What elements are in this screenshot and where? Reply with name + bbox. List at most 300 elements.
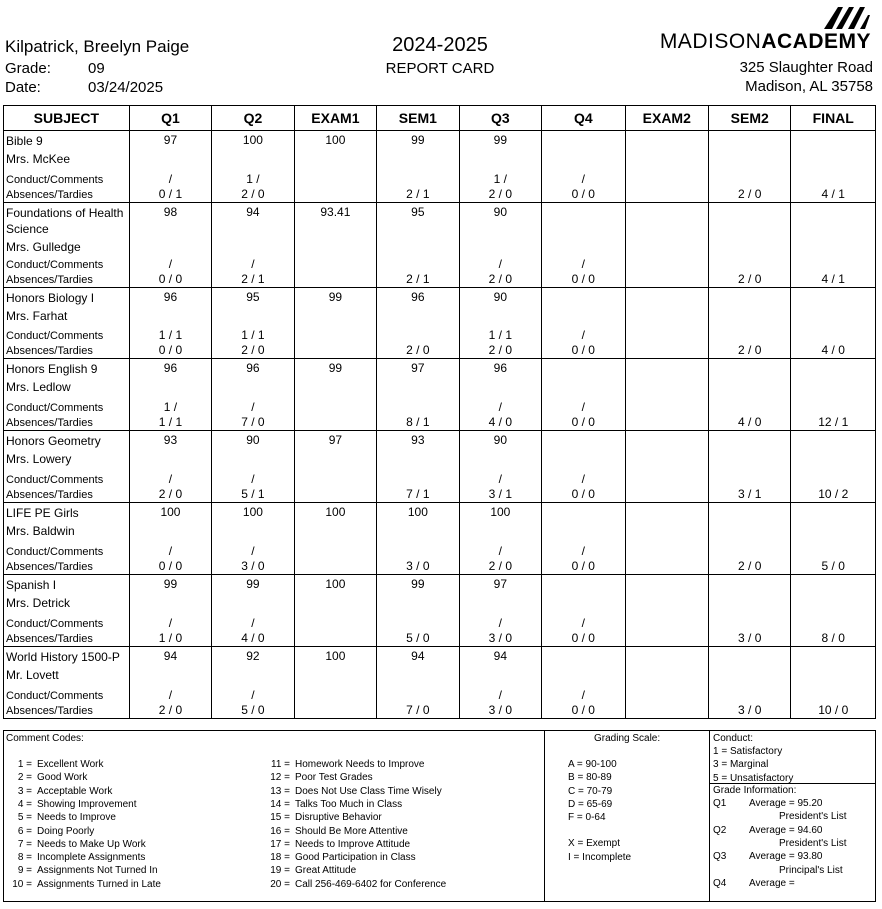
grade-cell: [542, 203, 625, 288]
attendance-value: 3 / 1: [738, 487, 762, 501]
subject-row: [4, 288, 876, 359]
grade-cell: [709, 503, 791, 575]
comment-code-number: 12 =: [270, 772, 290, 784]
teacher-name: Mr. Lovett: [6, 668, 59, 682]
attendance-value: 0 / 0: [571, 415, 595, 429]
grade-value: [709, 131, 790, 133]
grade-cell: [459, 288, 541, 359]
grade-value: [791, 503, 875, 505]
conduct-value: 1 / 1: [488, 328, 512, 342]
comment-code-item: [4, 759, 104, 770]
grade-value: 100: [407, 505, 428, 519]
table-header-row: [4, 106, 876, 131]
comment-code-item: [262, 879, 446, 890]
subject-name: Foundations of Health Science: [6, 206, 124, 236]
grade-info-average: Average = 93.80: [749, 851, 823, 863]
grade-value: 97: [328, 433, 343, 447]
grade-cell: [459, 575, 541, 647]
attendance-value: 2 / 0: [738, 343, 762, 357]
attendance-value: 2 / 0: [738, 272, 762, 286]
conduct-value: /: [581, 172, 585, 186]
attendance-value: 0 / 0: [571, 272, 595, 286]
subject-cell: [4, 288, 130, 359]
grade-value: 90: [246, 433, 260, 447]
absences-tardies-label: Absences/Tardies: [6, 274, 93, 286]
comment-code-text: Incomplete Assignments: [37, 852, 146, 864]
grade-value: 95: [246, 290, 260, 304]
conduct-value: 1 / 1: [158, 328, 183, 342]
grade-value: 99: [328, 290, 343, 304]
grade-value: 99: [328, 361, 343, 375]
conduct-value: /: [581, 688, 585, 702]
subject-row: [4, 503, 876, 575]
conduct-value: 1 /: [493, 172, 507, 186]
comment-code-text: Talks Too Much in Class: [295, 798, 403, 810]
grade-cell: [294, 647, 376, 719]
conduct-value: 1 /: [246, 172, 260, 186]
grade-info-average: Average = 94.60: [749, 824, 823, 836]
conduct-value: /: [581, 400, 585, 414]
conduct-value: /: [168, 544, 173, 558]
grade-value: 94: [411, 649, 425, 663]
grade-value: 100: [325, 505, 346, 519]
comment-code-number: 10 =: [12, 878, 32, 890]
comment-code-text: Excellent Work: [37, 759, 104, 770]
attendance-value: 0 / 0: [571, 487, 595, 501]
conduct-value: /: [251, 400, 255, 414]
grade-info-quarter: Q4: [713, 877, 727, 889]
grading-scale-item: F = 0-64: [568, 812, 606, 824]
grade-info-title: Grade Information:: [713, 785, 797, 796]
grade-cell: [377, 359, 459, 431]
attendance-value: 2 / 0: [241, 343, 265, 357]
subject-row: [4, 131, 876, 203]
attendance-value: 2 / 0: [488, 187, 512, 201]
grade-value: 96: [493, 361, 507, 375]
comment-code-item: [262, 812, 382, 823]
grade-value: [709, 647, 790, 649]
attendance-value: 4 / 1: [821, 187, 845, 201]
grade-value: [791, 575, 875, 577]
subject-cell: [4, 203, 130, 288]
legend-panel: [3, 730, 876, 902]
attendance-value: 5 / 1: [241, 487, 265, 501]
subject-name: Honors Biology I: [6, 291, 95, 305]
attendance-value: 4 / 0: [488, 415, 512, 429]
grade-cell: [625, 431, 708, 503]
attendance-value: 2 / 0: [241, 187, 265, 201]
attendance-value: 12 / 1: [818, 415, 849, 429]
comment-code-item: [4, 865, 158, 876]
column-header-q4: Q4: [542, 106, 625, 131]
attendance-value: 8 / 0: [821, 631, 845, 645]
grade-cell: [791, 131, 876, 203]
comment-code-number: 6 =: [17, 825, 32, 837]
subject-row: [4, 647, 876, 719]
grade-cell: [709, 359, 791, 431]
subject-name: Spanish I: [6, 578, 57, 592]
attendance-value: 10 / 0: [818, 703, 849, 717]
attendance-value: 3 / 0: [241, 559, 265, 573]
comment-code-text: Good Work: [37, 772, 88, 784]
grade-value: [542, 359, 624, 361]
grade-cell: [542, 503, 625, 575]
subject-row: [4, 359, 876, 431]
grade-value: [709, 575, 790, 577]
grade-cell: [377, 203, 459, 288]
comment-code-text: Needs to Improve Attitude: [295, 838, 411, 850]
grade-cell: [459, 431, 541, 503]
grade-cell: [129, 203, 211, 288]
attendance-value: 0 / 1: [158, 187, 183, 201]
attendance-value: 3 / 0: [738, 631, 762, 645]
conduct-value: /: [498, 472, 502, 486]
conduct-value: /: [168, 172, 173, 186]
grade-cell: [709, 647, 791, 719]
conduct-value: /: [581, 544, 585, 558]
grade-cell: [542, 359, 625, 431]
grade-info-section: [709, 731, 875, 901]
attendance-value: 2 / 0: [158, 487, 183, 501]
subject-name: Honors Geometry: [6, 434, 101, 448]
conduct-value: /: [251, 616, 255, 630]
attendance-value: 7 / 0: [406, 703, 430, 717]
comment-code-text: Should Be More Attentive: [295, 825, 408, 837]
attendance-value: 4 / 0: [738, 415, 762, 429]
grade-cell: [212, 359, 294, 431]
grade-cell: [709, 575, 791, 647]
attendance-value: 3 / 0: [406, 559, 430, 573]
grade-value: 100: [325, 577, 346, 591]
grading-scale-item: C = 70-79: [568, 785, 613, 797]
attendance-value: 2 / 1: [406, 187, 430, 201]
grade-info-honor-list: Principal's List: [779, 864, 843, 876]
subject-name: Honors English 9: [6, 362, 98, 376]
grade-cell: [709, 288, 791, 359]
teacher-name: Mrs. McKee: [6, 152, 71, 166]
grade-value: 98: [163, 205, 178, 219]
grade-cell: [791, 647, 876, 719]
student-name: Kilpatrick, Breelyn Paige: [5, 37, 190, 56]
grade-cell: [129, 575, 211, 647]
grade-value: [626, 503, 708, 505]
grade-value: [542, 288, 624, 290]
conduct-value: /: [581, 328, 585, 342]
attendance-value: 0 / 0: [571, 343, 595, 357]
conduct-value: /: [498, 688, 502, 702]
attendance-value: 2 / 1: [406, 272, 430, 286]
madison-academy-logo-icon: [824, 6, 872, 30]
conduct-scale-item: 3 = Marginal: [713, 759, 769, 771]
attendance-value: 5 / 0: [821, 559, 845, 573]
grade-cell: [212, 203, 294, 288]
attendance-value: 2 / 0: [738, 559, 762, 573]
grade-cell: [791, 203, 876, 288]
conduct-value: /: [498, 616, 502, 630]
grade-value: 90: [493, 433, 507, 447]
attendance-value: 4 / 0: [821, 343, 845, 357]
grade-cell: [459, 203, 541, 288]
comment-code-number: 14 =: [270, 798, 290, 810]
column-header-exam1: EXAM1: [294, 106, 376, 131]
grade-cell: [625, 575, 708, 647]
comment-code-item: [4, 839, 146, 850]
grade-cell: [129, 503, 211, 575]
comment-code-item: [262, 799, 402, 810]
grade-value: 90: [493, 290, 507, 304]
grade-value: 99: [163, 577, 178, 591]
absences-tardies-label: Absences/Tardies: [6, 189, 93, 201]
grade-value: 100: [242, 133, 263, 147]
date-label: Date:: [5, 79, 41, 96]
grade-cell: [294, 575, 376, 647]
grade-value: [791, 647, 875, 649]
grade-cell: [129, 647, 211, 719]
conduct-value: 1 / 1: [241, 328, 265, 342]
grade-value: 100: [325, 133, 346, 147]
attendance-value: 10 / 2: [818, 487, 849, 501]
grade-cell: [791, 503, 876, 575]
grade-info-average: Average = 95.20: [749, 798, 823, 809]
comment-code-number: 9 =: [17, 865, 32, 877]
attendance-value: 1 / 1: [158, 415, 183, 429]
comment-code-text: Assignments Not Turned In: [37, 865, 158, 877]
teacher-name: Mrs. Detrick: [6, 596, 70, 610]
subject-row: [4, 575, 876, 647]
conduct-value: /: [581, 616, 585, 630]
grade-value: 100: [490, 505, 511, 519]
comment-code-text: Needs to Improve: [37, 812, 116, 824]
grade-value: 100: [242, 505, 263, 519]
grade-label: Grade:: [5, 60, 51, 77]
grading-scale-item: B = 80-89: [568, 772, 612, 784]
column-header-final: FINAL: [791, 106, 876, 131]
conduct-value: /: [498, 257, 502, 271]
grade-value: 96: [163, 361, 178, 375]
grade-value: 100: [160, 505, 181, 519]
comment-code-number: 7 =: [17, 838, 32, 850]
grade-cell: [709, 431, 791, 503]
comment-code-item: [262, 759, 425, 770]
grade-value: [626, 575, 708, 577]
column-header-sem2: SEM2: [709, 106, 791, 131]
grade-cell: [625, 203, 708, 288]
grade-value: [791, 359, 875, 361]
conduct-value: /: [498, 544, 502, 558]
subject-cell: [4, 131, 130, 203]
grade-value: [709, 503, 790, 505]
school-logo-text: MADISONACADEMY: [659, 30, 871, 53]
school-address-line1: 325 Slaughter Road: [739, 59, 873, 76]
attendance-value: 3 / 1: [488, 487, 512, 501]
grade-cell: [377, 131, 459, 203]
subject-name: World History 1500-P: [6, 650, 120, 664]
grade-value: 97: [163, 133, 178, 147]
grade-value: 94: [163, 649, 178, 663]
comment-code-item: [262, 772, 373, 783]
grading-scale-extra: X = Exempt: [568, 838, 620, 849]
grade-value: 94: [493, 649, 507, 663]
comment-code-item: [262, 839, 410, 850]
grade-value: [709, 288, 790, 290]
grade-cell: [542, 431, 625, 503]
grade-value: [626, 203, 708, 205]
comment-code-item: [4, 812, 116, 823]
attendance-value: 2 / 0: [488, 559, 512, 573]
grade-value: [542, 131, 624, 133]
comment-code-text: Showing Improvement: [37, 798, 137, 810]
grade-cell: [791, 431, 876, 503]
grade-value: 95: [411, 205, 425, 219]
grade-info-honor-list: President's List: [779, 837, 847, 849]
conduct-comments-label: Conduct/Comments: [6, 474, 104, 486]
conduct-comments-label: Conduct/Comments: [6, 259, 104, 271]
grade-cell: [542, 575, 625, 647]
grade-value: [626, 647, 708, 649]
grade-value: 92: [246, 649, 260, 663]
column-header-q3: Q3: [459, 106, 541, 131]
grade-cell: [129, 359, 211, 431]
date-value: 03/24/2025: [88, 79, 164, 96]
column-header-exam2: EXAM2: [625, 106, 708, 131]
grade-cell: [129, 288, 211, 359]
comment-code-item: [262, 865, 356, 876]
conduct-value: /: [251, 472, 255, 486]
subject-cell: [4, 359, 130, 431]
comment-code-number: 1 =: [17, 759, 32, 770]
grade-cell: [542, 288, 625, 359]
grade-value: 99: [246, 577, 260, 591]
conduct-value: /: [251, 688, 255, 702]
conduct-value: /: [168, 616, 173, 630]
conduct-scale-item: 1 = Satisfactory: [713, 746, 783, 757]
comment-code-item: [4, 799, 137, 810]
attendance-value: 4 / 0: [241, 631, 265, 645]
grade-cell: [212, 431, 294, 503]
grade-cell: [212, 503, 294, 575]
grade-info-honor-list: President's List: [779, 811, 847, 823]
grade-value: 94: [246, 205, 260, 219]
subject-row: [4, 203, 876, 288]
grade-value: 93: [163, 433, 178, 447]
grade-value: [791, 431, 875, 433]
grade-cell: [625, 647, 708, 719]
grade-cell: [129, 431, 211, 503]
grade-value: [626, 288, 708, 290]
grade-cell: [377, 431, 459, 503]
grade-value: 99: [493, 133, 507, 147]
grade-cell: [459, 647, 541, 719]
absences-tardies-label: Absences/Tardies: [6, 561, 93, 573]
comment-code-number: 2 =: [17, 772, 32, 784]
column-header-sem1: SEM1: [377, 106, 459, 131]
absences-tardies-label: Absences/Tardies: [6, 417, 93, 429]
grade-cell: [294, 431, 376, 503]
grade-value: [626, 359, 708, 361]
conduct-value: 1 /: [163, 400, 178, 414]
teacher-name: Mrs. Gulledge: [6, 240, 81, 254]
conduct-value: /: [168, 257, 173, 271]
conduct-comments-label: Conduct/Comments: [6, 546, 104, 558]
attendance-value: 2 / 0: [488, 272, 512, 286]
comment-code-item: [262, 852, 416, 863]
comment-code-item: [4, 786, 112, 797]
attendance-value: 0 / 0: [158, 272, 183, 286]
comment-code-text: Doing Poorly: [37, 825, 95, 837]
grading-scale-item: D = 65-69: [568, 798, 613, 810]
conduct-value: /: [498, 400, 502, 414]
grade-cell: [294, 503, 376, 575]
grade-cell: [625, 503, 708, 575]
conduct-value: /: [168, 688, 173, 702]
grade-cell: [709, 203, 791, 288]
comment-code-number: 11 =: [271, 759, 290, 770]
grade-info-quarter: Q1: [713, 798, 727, 809]
attendance-value: 2 / 0: [738, 187, 762, 201]
grade-value: [709, 431, 790, 433]
column-header-subject: SUBJECT: [4, 106, 130, 131]
attendance-value: 4 / 1: [821, 272, 845, 286]
comment-code-number: 13 =: [270, 785, 290, 797]
grade-cell: [459, 359, 541, 431]
grade-value: [542, 203, 624, 205]
grade-cell: [459, 131, 541, 203]
comment-code-text: Does Not Use Class Time Wisely: [295, 785, 442, 797]
subject-name: Bible 9: [6, 134, 43, 148]
comment-code-number: 5 =: [17, 812, 32, 824]
grade-cell: [459, 503, 541, 575]
grade-cell: [542, 131, 625, 203]
grade-cell: [294, 288, 376, 359]
grade-cell: [377, 647, 459, 719]
conduct-value: /: [581, 257, 585, 271]
attendance-value: 2 / 1: [241, 272, 265, 286]
teacher-name: Mrs. Ledlow: [6, 380, 71, 394]
attendance-value: 0 / 0: [571, 631, 595, 645]
grading-scale-item: A = 90-100: [568, 759, 617, 770]
comment-code-number: 17 =: [270, 838, 290, 850]
grade-value: 100: [325, 649, 346, 663]
comment-code-text: Poor Test Grades: [295, 772, 373, 784]
grade-cell: [791, 575, 876, 647]
grade-cell: [625, 288, 708, 359]
grade-value: 97: [493, 577, 507, 591]
grade-cell: [377, 503, 459, 575]
subject-name: LIFE PE Girls: [6, 506, 79, 520]
column-header-q2: Q2: [212, 106, 294, 131]
attendance-value: 0 / 0: [571, 559, 595, 573]
school-address-line2: Madison, AL 35758: [745, 78, 873, 95]
conduct-comments-label: Conduct/Comments: [6, 330, 104, 342]
comment-code-number: 19 =: [270, 865, 290, 877]
comment-code-text: Needs to Make Up Work: [37, 838, 146, 850]
grade-value: 90: [493, 205, 507, 219]
grade-value: 99: [411, 133, 425, 147]
comment-code-text: Great Attitude: [295, 865, 357, 877]
attendance-value: 0 / 0: [571, 703, 595, 717]
grade-info-quarter: Q2: [713, 824, 727, 836]
grade-cell: [791, 288, 876, 359]
comment-code-number: 15 =: [270, 812, 290, 824]
subject-cell: [4, 647, 130, 719]
comment-code-number: 16 =: [270, 825, 290, 837]
column-header-q1: Q1: [129, 106, 211, 131]
comment-code-number: 20 =: [270, 878, 290, 890]
attendance-value: 2 / 0: [488, 343, 512, 357]
attendance-value: 0 / 0: [158, 343, 183, 357]
comment-code-number: 8 =: [17, 852, 32, 864]
grade-value: [709, 203, 790, 205]
